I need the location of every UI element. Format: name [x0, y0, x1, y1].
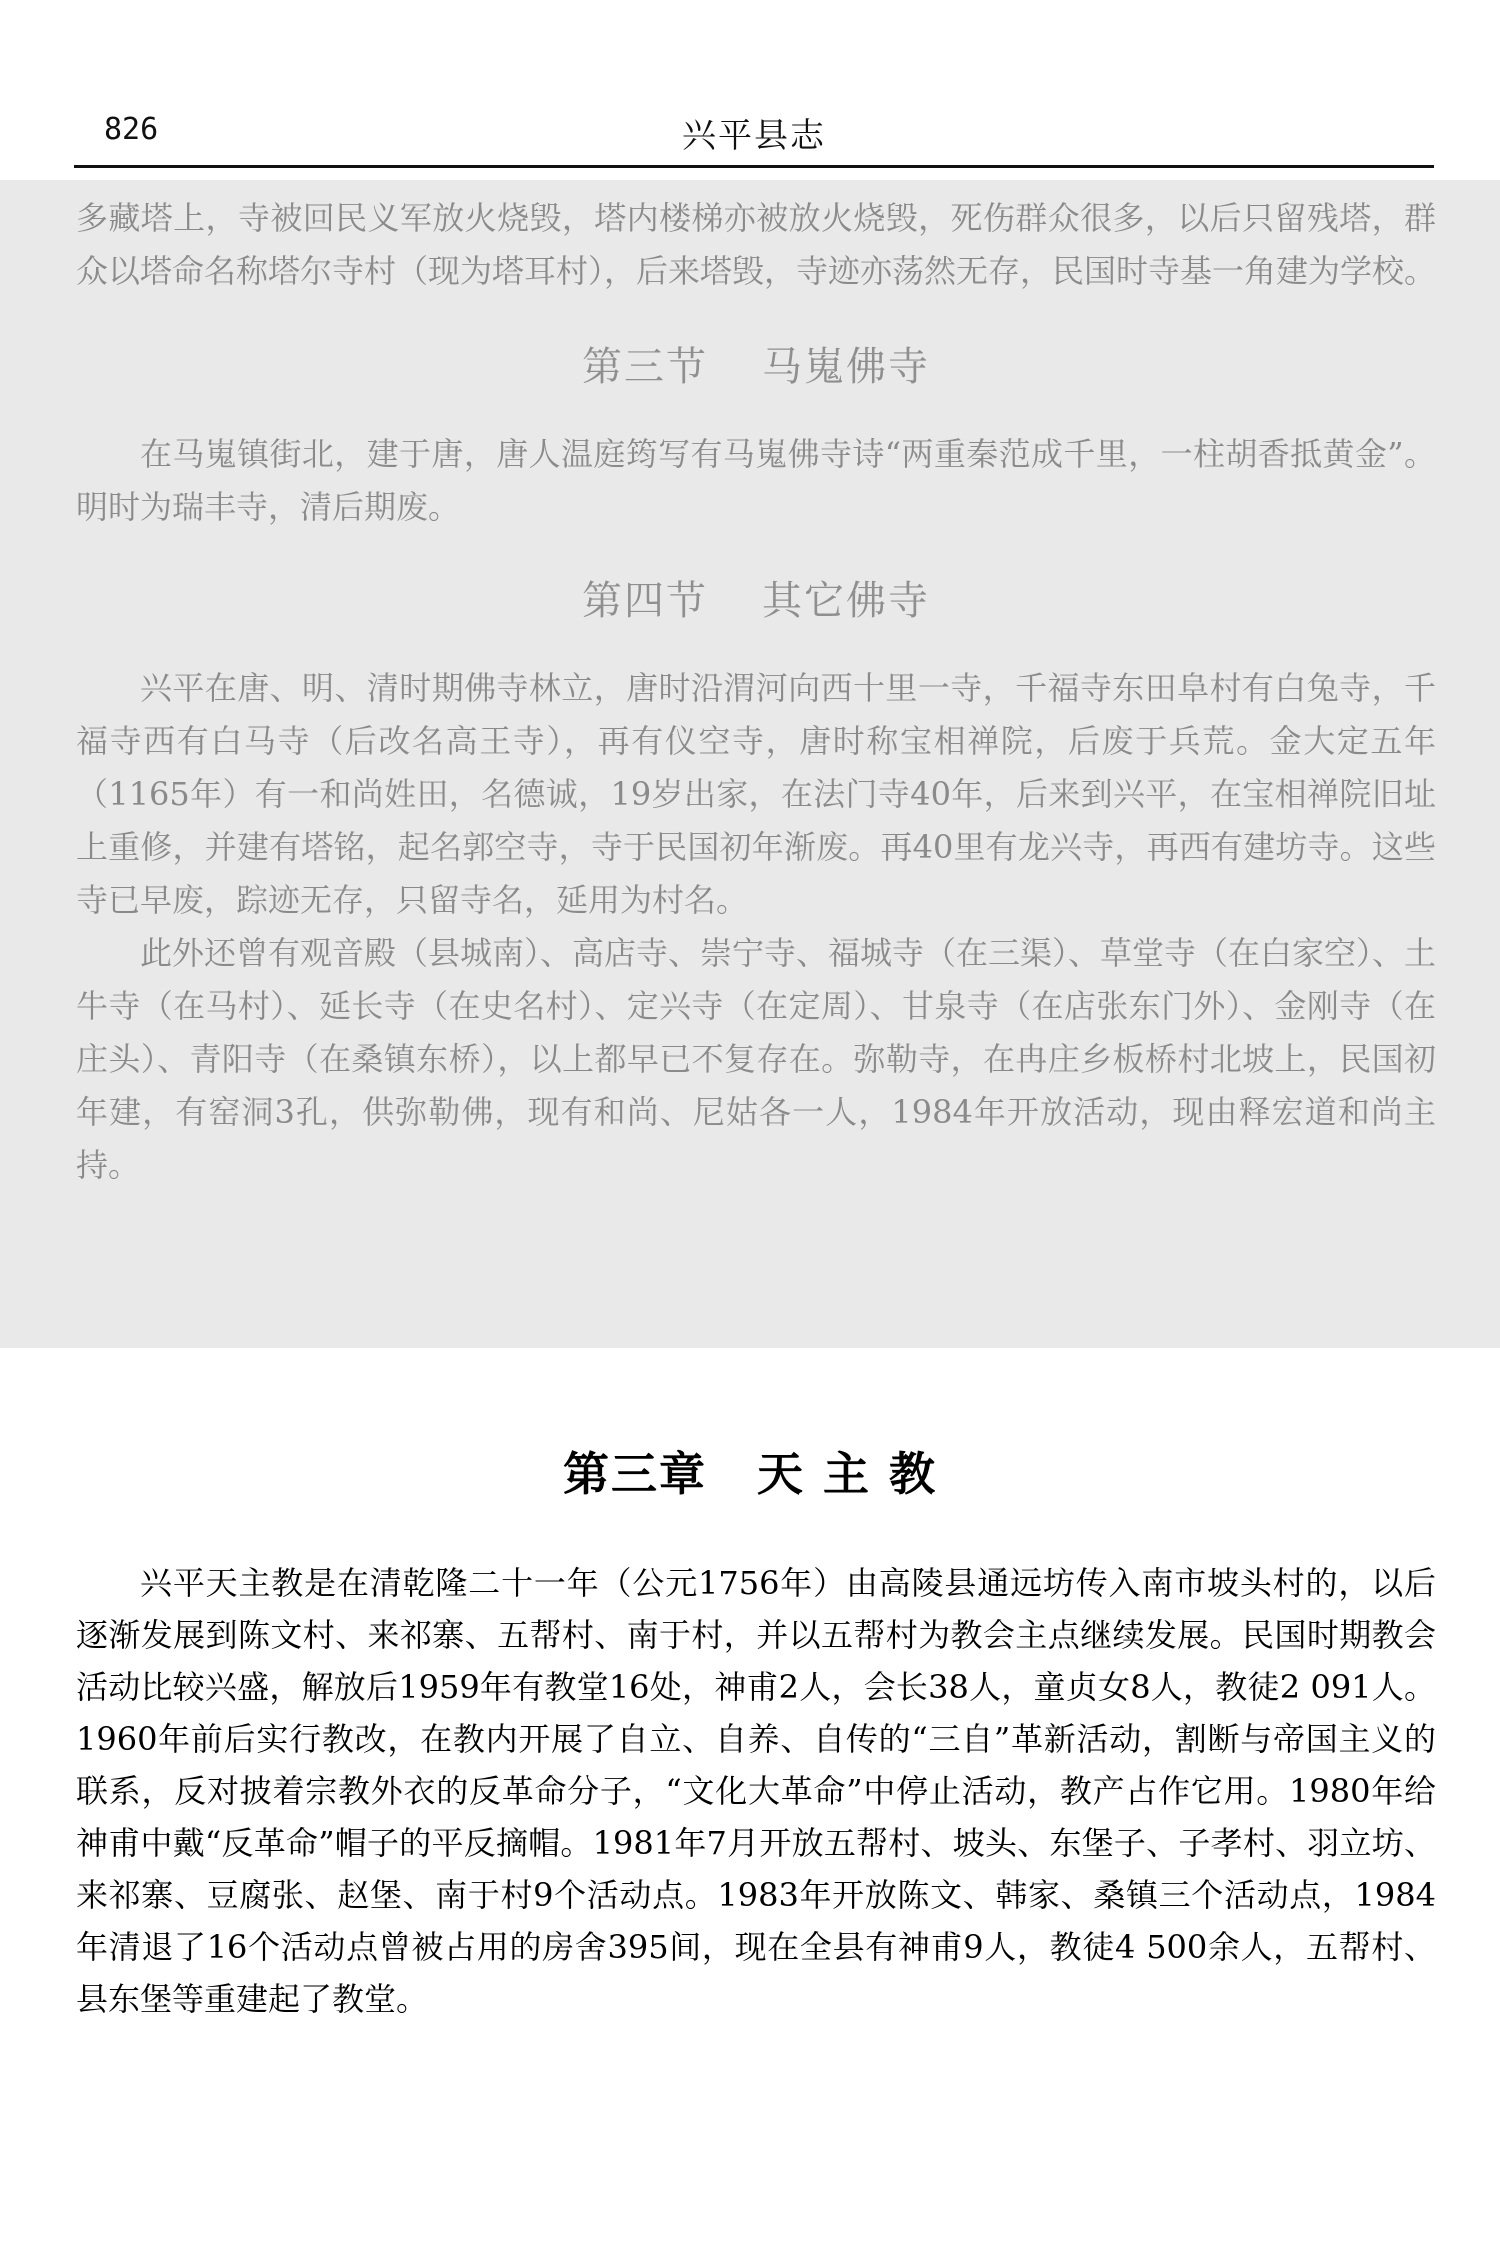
section-3-title — [76, 340, 1436, 394]
section-4-paragraph-1: 兴平在唐、明、清时期佛寺林立，唐时沿渭河向西十里一寺，千福寺东田阜村有白兔寺，千福寺西有白马寺（后改名高王寺），再有仪空寺，唐时称宝相禅院，后废于兵荒。金大定五年（1165年）有一和尚姓田，名德诚，19岁出家，在法门寺40年，后来到兴平，在宝相禅院旧址上重修，并建有塔铭，起名郭空寺，寺于民国初年渐废。再40里有龙兴寺，再西有建坊寺。这些寺已早废，踪迹无存，只留寺名，延用为村名。 — [76, 669, 1436, 919]
page-number: 826 — [104, 112, 159, 147]
section-4-name: 其它佛寺 — [762, 578, 930, 624]
section-3-number: 第三节 — [582, 344, 708, 390]
shaded-previous-section — [0, 180, 1500, 1348]
chapter-body — [76, 1557, 1436, 2025]
continued-paragraph: 多藏塔上，寺被回民义军放火烧毁，塔内楼梯亦被放火烧毁，死伤群众很多，以后只留残塔，群众以塔命名称塔尔寺村（现为塔耳村），后来塔毁，寺迹亦荡然无存，民国时寺基一角建为学校。 — [76, 199, 1437, 290]
header-rule — [74, 165, 1434, 168]
book-title: 兴平县志 — [682, 116, 826, 156]
chapter-name: 天 主 教 — [756, 1447, 938, 1501]
chapter-paragraph: 兴平天主教是在清乾隆二十一年（公元1756年）由高陵县通远坊传入南市坡头村的，以后逐渐发展到陈文村、来祁寨、五帮村、南于村，并以五帮村为教会主点继续发展。民国时期教会活动比较兴盛，解放后1959年有教堂16处，神甫2人，会长38人，童贞女8人，教徒2 091人。1960年前后实行教改，在教内开展了自立、自养、自传的“三自”革新活动，割断与帝国主义的联系，反对披着宗教外衣的反革命分子，“文化大革命”中停止活动，教产占作它用。1980年给神甫中戴“反革命”帽子的平反摘帽。1981年7月开放五帮村、坡头、东堡子、子孝村、羽立坊、来祁寨、豆腐张、赵堡、南于村9个活动点。1983年开放陈文、韩家、桑镇三个活动点，1984年清退了16个活动点曾被占用的房舍395间，现在全县有神甫9人，教徒4 500余人，五帮村、县东堡等重建起了教堂。 — [76, 1564, 1436, 2018]
section-4-title — [76, 574, 1436, 628]
section-4-paragraph-2: 此外还曾有观音殿（县城南）、高店寺、崇宁寺、福城寺（在三渠）、草堂寺（在白家空）、土牛寺（在马村）、延长寺（在史名村）、定兴寺（在定周）、甘泉寺（在店张东门外）、金刚寺（在庄头）、青阳寺（在桑镇东桥），以上都早已不复存在。弥勒寺，在冉庄乡板桥村北坡上，民国初年建，有窑洞3孔，供弥勒佛，现有和尚、尼姑各一人，1984年开放活动，现由释宏道和尚主持。 — [76, 934, 1437, 1184]
section-3-paragraph: 在马嵬镇街北，建于唐，唐人温庭筠写有马嵬佛寺诗“两重秦范成千里，一柱胡香抵黄金”。明时为瑞丰寺，清后期废。 — [76, 435, 1436, 526]
chapter-number: 第三章 — [562, 1447, 707, 1501]
shaded-content — [76, 192, 1436, 1192]
section-4-number: 第四节 — [582, 578, 708, 624]
chapter-title — [0, 1438, 1500, 1504]
section-3-name: 马嵬佛寺 — [762, 344, 930, 390]
page-header — [74, 104, 1434, 162]
